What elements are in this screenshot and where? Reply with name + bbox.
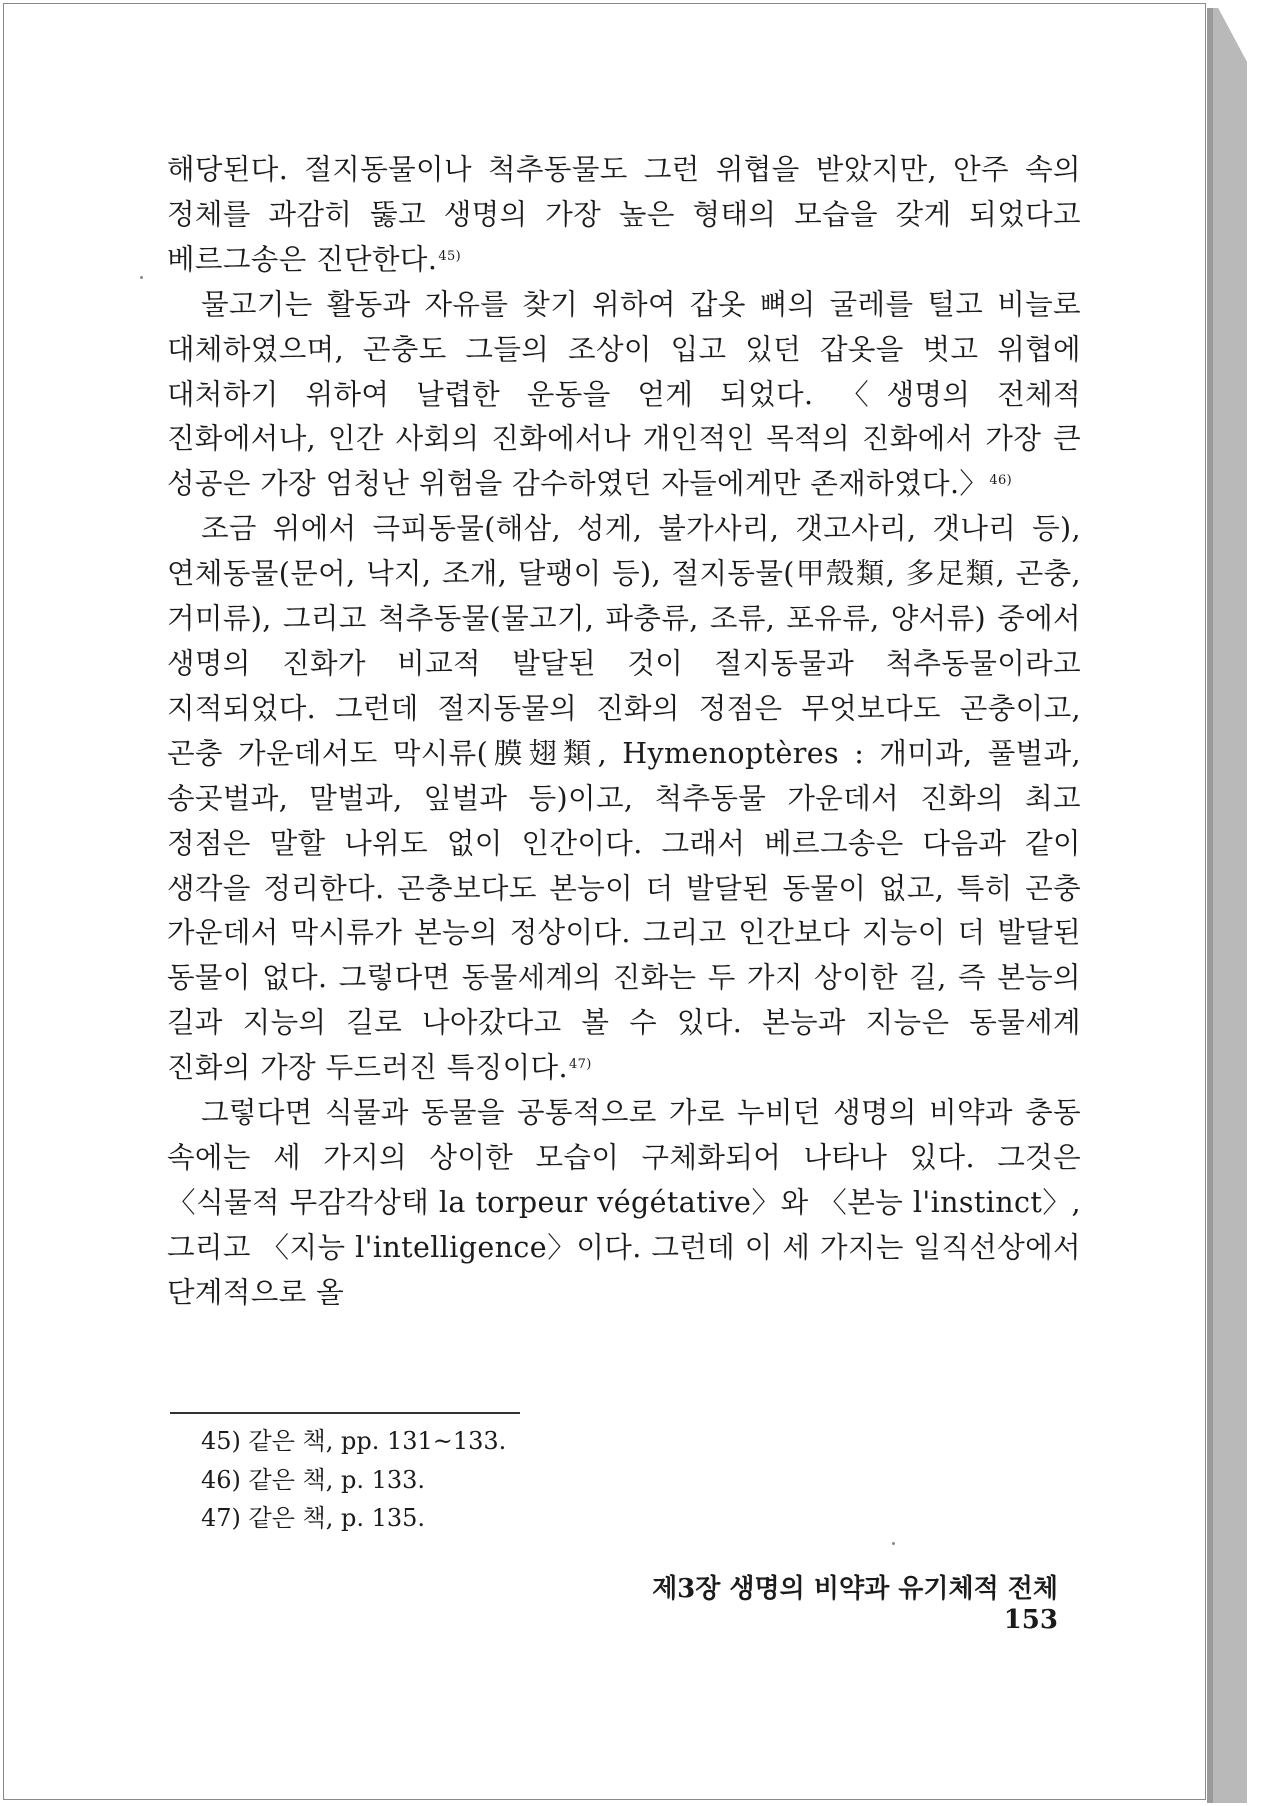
body-text [167, 148, 1081, 1316]
scan-speck [140, 276, 143, 279]
page-footer [575, 1568, 1058, 1635]
paragraph-text: 조금 위에서 극피동물(해삼, 성게, 불가사리, 갯고사리, 갯나리 등), 연체동물(문어, 낙지, 조개, 달팽이 등), 절지동물(甲殼類, 多足類, 곤충, 거미류), 그리고 척추동물(물고기, 파충류, 조류, 포유류, 양서류) 중에서 생명의 진화가 비교적 발달된 것이 절지동물과 척추동물이라고 지적되었다. 그런데 절지동물의 진화의 정점은 무엇보다도 곤충이고, 곤충 가운데서도 막시류(膜翅類, Hymenoptères : 개미과, 풀벌과, 송곳벌과, 말벌과, 잎벌과 등)이고, 척추동물 가운데서 진화의 최고 정점은 말할 나위도 없이 인간이다. 그래서 베르그송은 다음과 같이 생각을 정리한다. 곤충보다도 본능이 더 발달된 동물이 없고, 특히 곤충 가운데서 막시류가 본능의 정상이다. 그리고 인간보다 지능이 더 발달된 동물이 없다. 그렇다면 동물세계의 진화는 두 가지 상이한 길, 즉 본능의 길과 지능의 길로 나아갔다고 볼 수 있다. 본능과 지능은 동물세계 진화의 가장 두드러진 특징이다. [167, 512, 1081, 1085]
footnote-ref: 45) [438, 248, 462, 264]
paragraph-4 [167, 1091, 1081, 1316]
paragraph-text: 해당된다. 절지동물이나 척추동물도 그런 위협을 받았지만, 안주 속의 정체를 과감히 뚫고 생명의 가장 높은 형태의 모습을 갖게 되었다고 베르그송은 진단한다. [167, 153, 1081, 276]
footnotes [201, 1422, 506, 1538]
footnote: 46) 같은 책, p. 133. [201, 1465, 426, 1494]
running-title: 제3장 생명의 비약과 유기체적 전체 [652, 1574, 1058, 1604]
book-page-edge [1207, 8, 1247, 1803]
page-number: 153 [1003, 1605, 1058, 1635]
paragraph-1 [167, 148, 1081, 283]
book-page-edge-shade [1207, 8, 1213, 1803]
footnote-divider [170, 1412, 520, 1414]
paragraph-2 [167, 283, 1081, 508]
footnote-ref: 47) [568, 1057, 592, 1073]
paragraph-text: 물고기는 활동과 자유를 찾기 위하여 갑옷 뼈의 굴레를 털고 비늘로 대체하였으며, 곤충도 그들의 조상이 입고 있던 갑옷을 벗고 위협에 대처하기 위하여 날렵한 운동을 얻게 되었다. 〈생명의 전체적 진화에서나, 인간 사회의 진화에서나 개인적인 목적의 진화에서 가장 큰 성공은 가장 엄청난 위험을 감수하였던 자들에게만 존재하였다.〉 [167, 287, 1081, 501]
scan-speck [892, 1542, 895, 1545]
footnote-ref: 46) [989, 473, 1013, 489]
footnote: 47) 같은 책, p. 135. [201, 1504, 426, 1532]
paragraph-text: 그렇다면 식물과 동물을 공통적으로 가로 누비던 생명의 비약과 충동 속에는 세 가지의 상이한 모습이 구체화되어 나타나 있다. 그것은 〈식물적 무감각상태 la torpeur végétative〉와 〈본능 l'instinct〉, 그리고 〈지능 l'intelligence〉이다. 그런데 이 세 가지는 일직선상에서 단계적으로 올 [167, 1096, 1081, 1309]
footnote: 45) 같은 책, pp. 131~133. [201, 1427, 507, 1455]
paragraph-3 [167, 507, 1081, 1091]
